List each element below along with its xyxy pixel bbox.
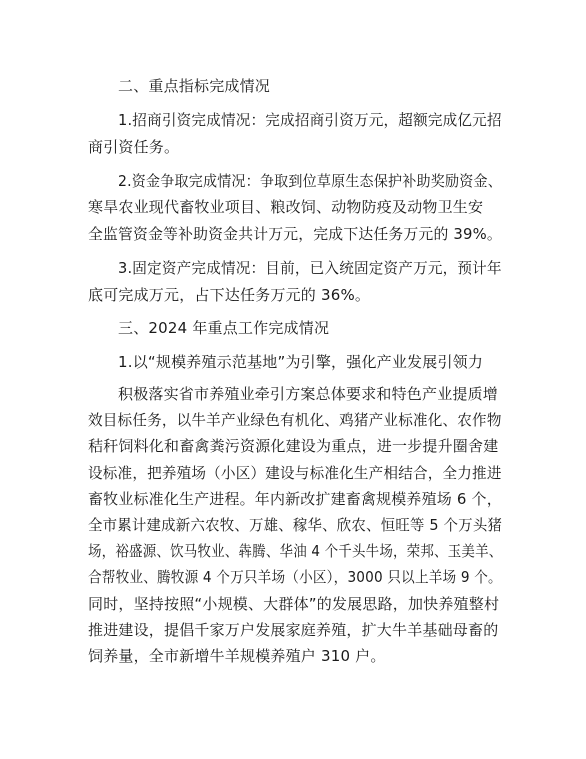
paragraph-line: 效目标任务，以牛羊产业绿色有机化、鸡猪产业标准化、农作物 (88, 411, 502, 429)
paragraph-line: 秸秆饲料化和畜禽粪污资源化建设为重点，进一步提升圈舍建 (88, 437, 499, 455)
paragraph-line: 2.资金争取完成情况：争取到位草原生态保护补助奖励资金、 (118, 172, 502, 190)
paragraph-line: 全监管资金等补助资金共计万元，完成下达任务万元的 39%。 (88, 225, 502, 243)
subheading-line: 1.以“规模养殖示范基地”为引擎，强化产业发展引领力 (118, 353, 484, 371)
paragraph-line: 合帮牧业、腾牧源 4 个万只羊场（小区），3000 只以上羊场 9 个。 (88, 568, 502, 586)
paragraph-line: 畜牧业标准化生产进程。年内新改扩建畜禽规模养殖场 6 个， (88, 490, 502, 508)
section-heading-2024-work: 三、2024 年重点工作完成情况 (118, 319, 330, 337)
paragraph-line: 推进建设，提倡千家万户发展家庭养殖，扩大牛羊基础母畜的 (88, 621, 499, 639)
paragraph-line: 全市累计建成新六农牧、万雄、稼华、欣农、恒旺等 5 个万头猪 (88, 516, 503, 534)
paragraph-line: 饲养量，全市新增牛羊规模养殖户 310 户。 (88, 647, 386, 665)
paragraph-line: 底可完成万元，占下达任务万元的 36%。 (88, 286, 371, 304)
paragraph-line: 1.招商引资完成情况：完成招商引资万元，超额完成亿元招 (118, 111, 502, 129)
paragraph-line: 寒旱农业现代畜牧业项目、粮改饲、动物防疫及动物卫生安 (88, 198, 484, 216)
paragraph-line: 场，裕盛源、饮马牧业、犇腾、华油 4 个千头牛场，荣邦、玉美羊、 (88, 542, 503, 560)
section-heading-key-indicators: 二、重点指标完成情况 (118, 77, 271, 95)
paragraph-line: 商引资任务。 (88, 138, 180, 156)
paragraph-line: 同时，坚持按照“小规模、大群体”的发展思路，加快养殖整村 (88, 595, 500, 613)
paragraph-line: 设标准，把养殖场（小区）建设与标准化生产相结合，全力推进 (88, 464, 502, 482)
paragraph-line: 积极落实省市养殖业牵引方案总体要求和特色产业提质增 (118, 385, 499, 403)
paragraph-line: 3.固定资产完成情况：目前，已入统固定资产万元，预计年 (118, 259, 502, 277)
